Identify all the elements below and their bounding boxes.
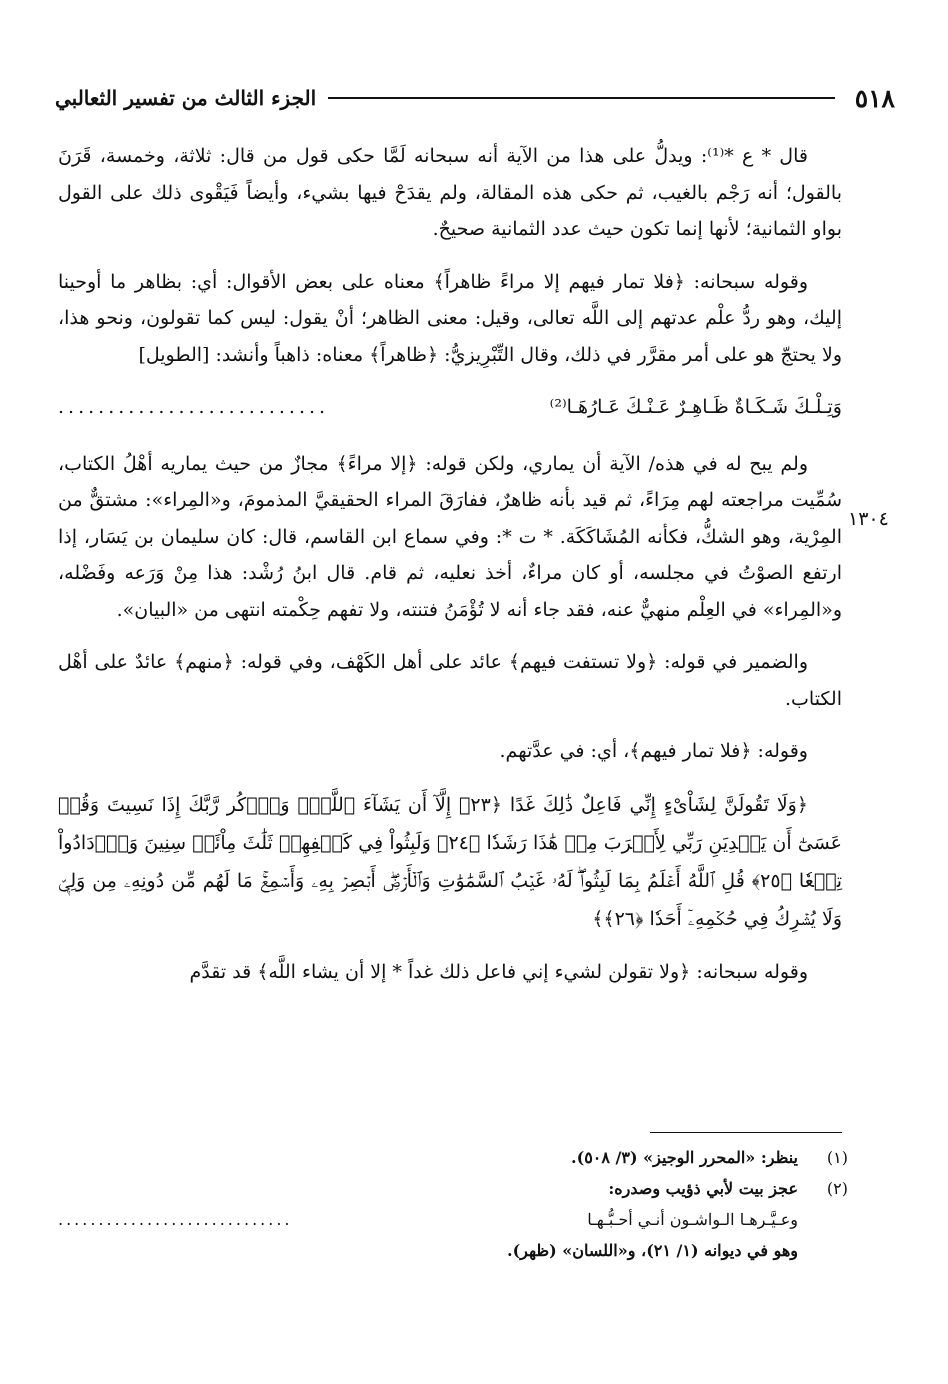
page-number: ٥١٨ (854, 83, 895, 113)
footnote-2-verse (58, 1204, 848, 1235)
paragraph-2: وقوله سبحانه: ﴿فلا تمار فيهم إلا مراءً ظاهراً﴾ معناه على بعض الأقوال: أي: بظاهر ما أوحينا إليك، وهو ردُّ علْم عدتهم إلى اللَّه تعالى، وقيل: معنى الظاهر؛ أنْ يقول: ليس كما تقولون، ونحو هذا، ولا يحتجّ هو على أمر مقرَّر في ذلك، وقال التِّبْرِيزيُّ: ﴿ظاهراً﴾ معناه: ذاهباً وأنشد: [الطويل] (58, 270, 842, 366)
footnote-separator (650, 1132, 842, 1133)
footnote-2 (58, 1173, 848, 1204)
header-rule (328, 97, 835, 99)
footnote-number: (١) (826, 1148, 848, 1167)
page-header (55, 78, 895, 118)
footnote-2-source (58, 1235, 848, 1266)
footnote-1 (58, 1142, 848, 1173)
paragraph-1: قال * ع *⁽¹⁾: ويدلُّ على هذا من الآية أنه سبحانه لَمَّا حكى قول من قال: ثلاثة، وخمسة، قَرَنَ بالقول؛ أنه رَجْم بالغيب، ثم حكى هذه المقالة، ولم يقدَحْ فيها بشيء، وأيضاً فَيَقْوى ذلك على القول بواو الثمانية؛ لأنها إنما تكون حيث عدد الثمانية صحيحٌ. (58, 145, 842, 240)
paragraph-3: ولم يبح له في هذه/ الآية أن يماري، ولكن قوله: ﴿إلا مراءً﴾ مجازٌ من حيث يماريه أهْلُ الكتاب، سُمِّيت مراجعته لهم مِرَاءً، ثم قيد بأنه ظاهرٌ، ففارَقَ المراء الحقيقيَّ المذمومَ، و«المِراء»: مشتقٌّ من المِرْية، وهو الشكُّ، فكأنه المُشَاكَكَة. * ت *: وفي سماع ابن القاسم، قال: كان سليمان بن يَسَار، إذا ارتفع الصوْتُ في مجلسه، أو كان مراءٌ، أخذ نعليه، ثم قام. قال ابنُ رُشْد: هذا مِنْ وَرَعه وفَضْله، و«المِراء» في العِلْم منهيٌّ عنه، فقد جاء أنه لا تُؤْمَنُ فتنته، ولا تفهم حِكْمته انتهى من «البيان». (58, 452, 842, 621)
margin-page-reference: ١٣٠٤ (848, 508, 889, 530)
paragraph-4: والضمير في قوله: ﴿ولا تستفت فيهم﴾ عائد على أهل الكَهْف، وفي قوله: ﴿منهم﴾ عائدٌ على أهْل الكتاب. (58, 651, 842, 710)
running-title: الجزء الثالث من تفسير الثعالبي (55, 86, 317, 110)
paragraph-5: وقوله: ﴿فلا تمار فيهم﴾، أي: في عدَّتهم. (499, 740, 808, 762)
footnote-text: ينظر: «المحرر الوجيز» (٣/ ٥٠٨). (571, 1148, 798, 1167)
footnote-verse-text: وعـيَّـرهـا الـواشـون أنـي أحـبُّـهـا (587, 1210, 798, 1229)
footnote-source: وهو في ديوانه (١/ ٢١)، و«اللسان» (ظهر). (507, 1241, 798, 1260)
paragraph-6: وقوله سبحانه: ﴿ولا تقولن لشيء إني فاعل ذلك غداً * إلا أن يشاء اللَّه﴾ قد تقدَّم (189, 960, 808, 983)
footnotes (58, 1142, 848, 1266)
verse-hemistich: وَتِـلْـكَ شَـكَـاةٌ ظَـاهِـرٌ عَـنْـكَ عَـارُهَـا⁽²⁾ (549, 396, 842, 418)
footnote-number: (٢) (826, 1179, 848, 1198)
main-text (58, 138, 842, 1006)
poetry-verse (58, 389, 842, 426)
quran-verses: ﴿وَلَا تَقُولَنَّ لِشَاْىْءٍ إِنِّي فَاعِلٌ ذَٰلِكَ غَدًا ﴿٢٣﴾ إِلَّآ أَن يَشَآءَ ٱللَّهُۚ وَٱذۡكُر رَّبَّكَ إِذَا نَسِيتَ وَقُلۡ عَسَىٰٓ أَن يَهۡدِيَنِ رَبِّي لِأَقۡرَبَ مِنۡ هَٰذَا رَشَدٗا ﴿٢٤﴾ وَلَبِثُواْ فِي كَهۡفِهِمۡ ثَلَٰثَ مِاْئَةٖ سِنِينَ وَٱزۡدَادُواْ تِسۡعٗا ﴿٢٥﴾ قُلِ ٱللَّهُ أَعۡلَمُ بِمَا لَبِثُواْۖ لَهُۥ غَيۡبُ ٱلسَّمَٰوَٰتِ وَٱلۡأَرۡضِۖ أَبۡصِرۡ بِهِۦ وَأَسۡمِعۡۚ مَا لَهُم مِّن دُونِهِۦ مِن وَلِيّٖ وَلَا يُشۡرِكُ فِي حُكۡمِهِۦٓ أَحَدٗا ﴿٢٦﴾﴾ (58, 793, 842, 930)
footnote-text: عجز بيت لأبي ذؤيب وصدره: (608, 1179, 798, 1198)
footnote-verse-dots: ............................. (58, 1210, 293, 1229)
verse-dots: ........................... (58, 396, 330, 418)
